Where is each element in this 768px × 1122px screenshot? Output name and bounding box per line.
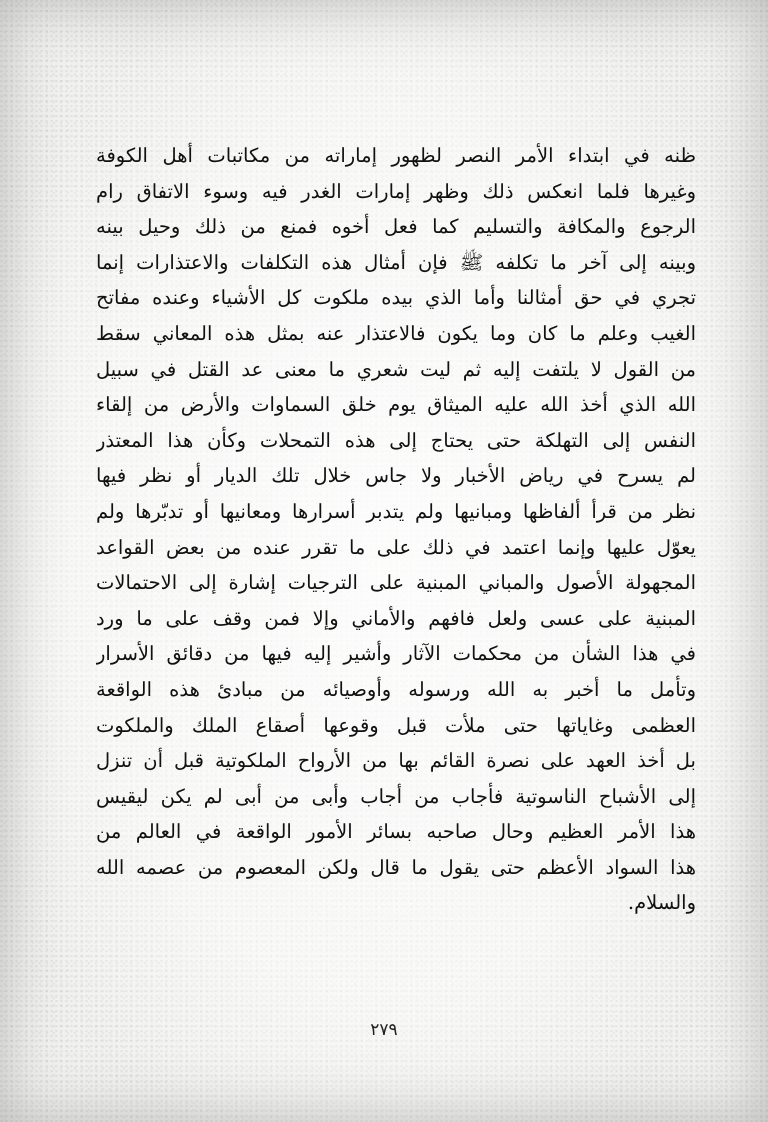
text-line-8: الله الذي أخذ الله عليه الميثاق يوم خلق السماوات والأرض من إلقاء [96,393,696,417]
text-line-13: المجهولة الأصول والمباني المبنية على الترجيات إشارة إلى الاحتمالات [96,571,696,595]
text-line-15: في هذا الشأن من محكمات الآثار وأشير إليه فيها من دقائق الأسرار [96,642,696,666]
text-line-3: الرجوع والمكافة والتسليم كما فعل أخوه فمنع من ذلك وحيل بينه [96,215,696,239]
text-line-11: نظر من قرأ ألفاظها ومبانيها ولم يتدبر أسرارها ومعانيها أو تدبّرها ولم [96,499,696,523]
text-line-4: وبينه إلى آخر ما تكلفه ﷺ فإن أمثال هذه التكلفات والاعتذارات إنما [96,250,696,274]
body-text [96,138,696,921]
text-line-7: من القول لا يلتفت إليه ثم ليت شعري ما معنى عد القتل في سبيل [96,357,696,381]
text-line-1: ظنه في ابتداء الأمر النصر لظهور إماراته من مكاتبات أهل الكوفة [96,144,696,167]
text-line-14: المبنية على عسى ولعل فافهم والأماني وإلا فمن وقف على ما ورد [96,606,696,630]
text-line-10: لم يسرح في رياض الأخبار ولا جاس خلال تلك الديار أو نظر فيها [96,464,696,488]
text-line-18: بل أخذ العهد على نصرة القائم بها من الأرواح الملكوتية قبل أن تنزل [96,749,696,773]
text-line-12: يعوّل عليها وإنما اعتمد في ذلك على ما تقرر عنده من بعض القواعد [96,535,696,559]
text-line-21: هذا السواد الأعظم حتى يقول ما قال ولكن المعصوم من عصمه الله [96,855,696,879]
text-line-5: تجري في حق أمثالنا وأما الذي بيده ملكوت كل الأشياء وعنده مفاتح [96,286,696,310]
text-line-20: هذا الأمر العظيم وحال صاحبه بسائر الأمور الواقعة في العالم من [96,820,696,844]
text-line-16: وتأمل ما أخبر به الله ورسوله وأوصيائه من مبادئ هذه الواقعة [96,677,696,701]
text-line-22: والسلام. [627,891,696,915]
page-number: ٢٧٩ [370,1020,398,1040]
text-line-9: النفس إلى التهلكة حتى يحتاج إلى هذه التمحلات وكأن هذا المعتذر [96,428,696,452]
text-line-6: الغيب وعلم ما كان وما يكون فالاعتذار عنه بمثل هذه المعاني سقط [96,321,696,345]
text-line-17: العظمى وغاياتها حتى ملأت قبل وقوعها أصقاع الملك والملكوت [96,713,696,737]
text-line-19: إلى الأشباح الناسوتية فأجاب من أجاب وأبى من أبى لم يكن ليقيس [96,784,696,808]
text-line-2: وغيرها فلما انعكس ذلك وظهر إمارات الغدر فيه وسوء الاتفاق رام [96,179,696,203]
